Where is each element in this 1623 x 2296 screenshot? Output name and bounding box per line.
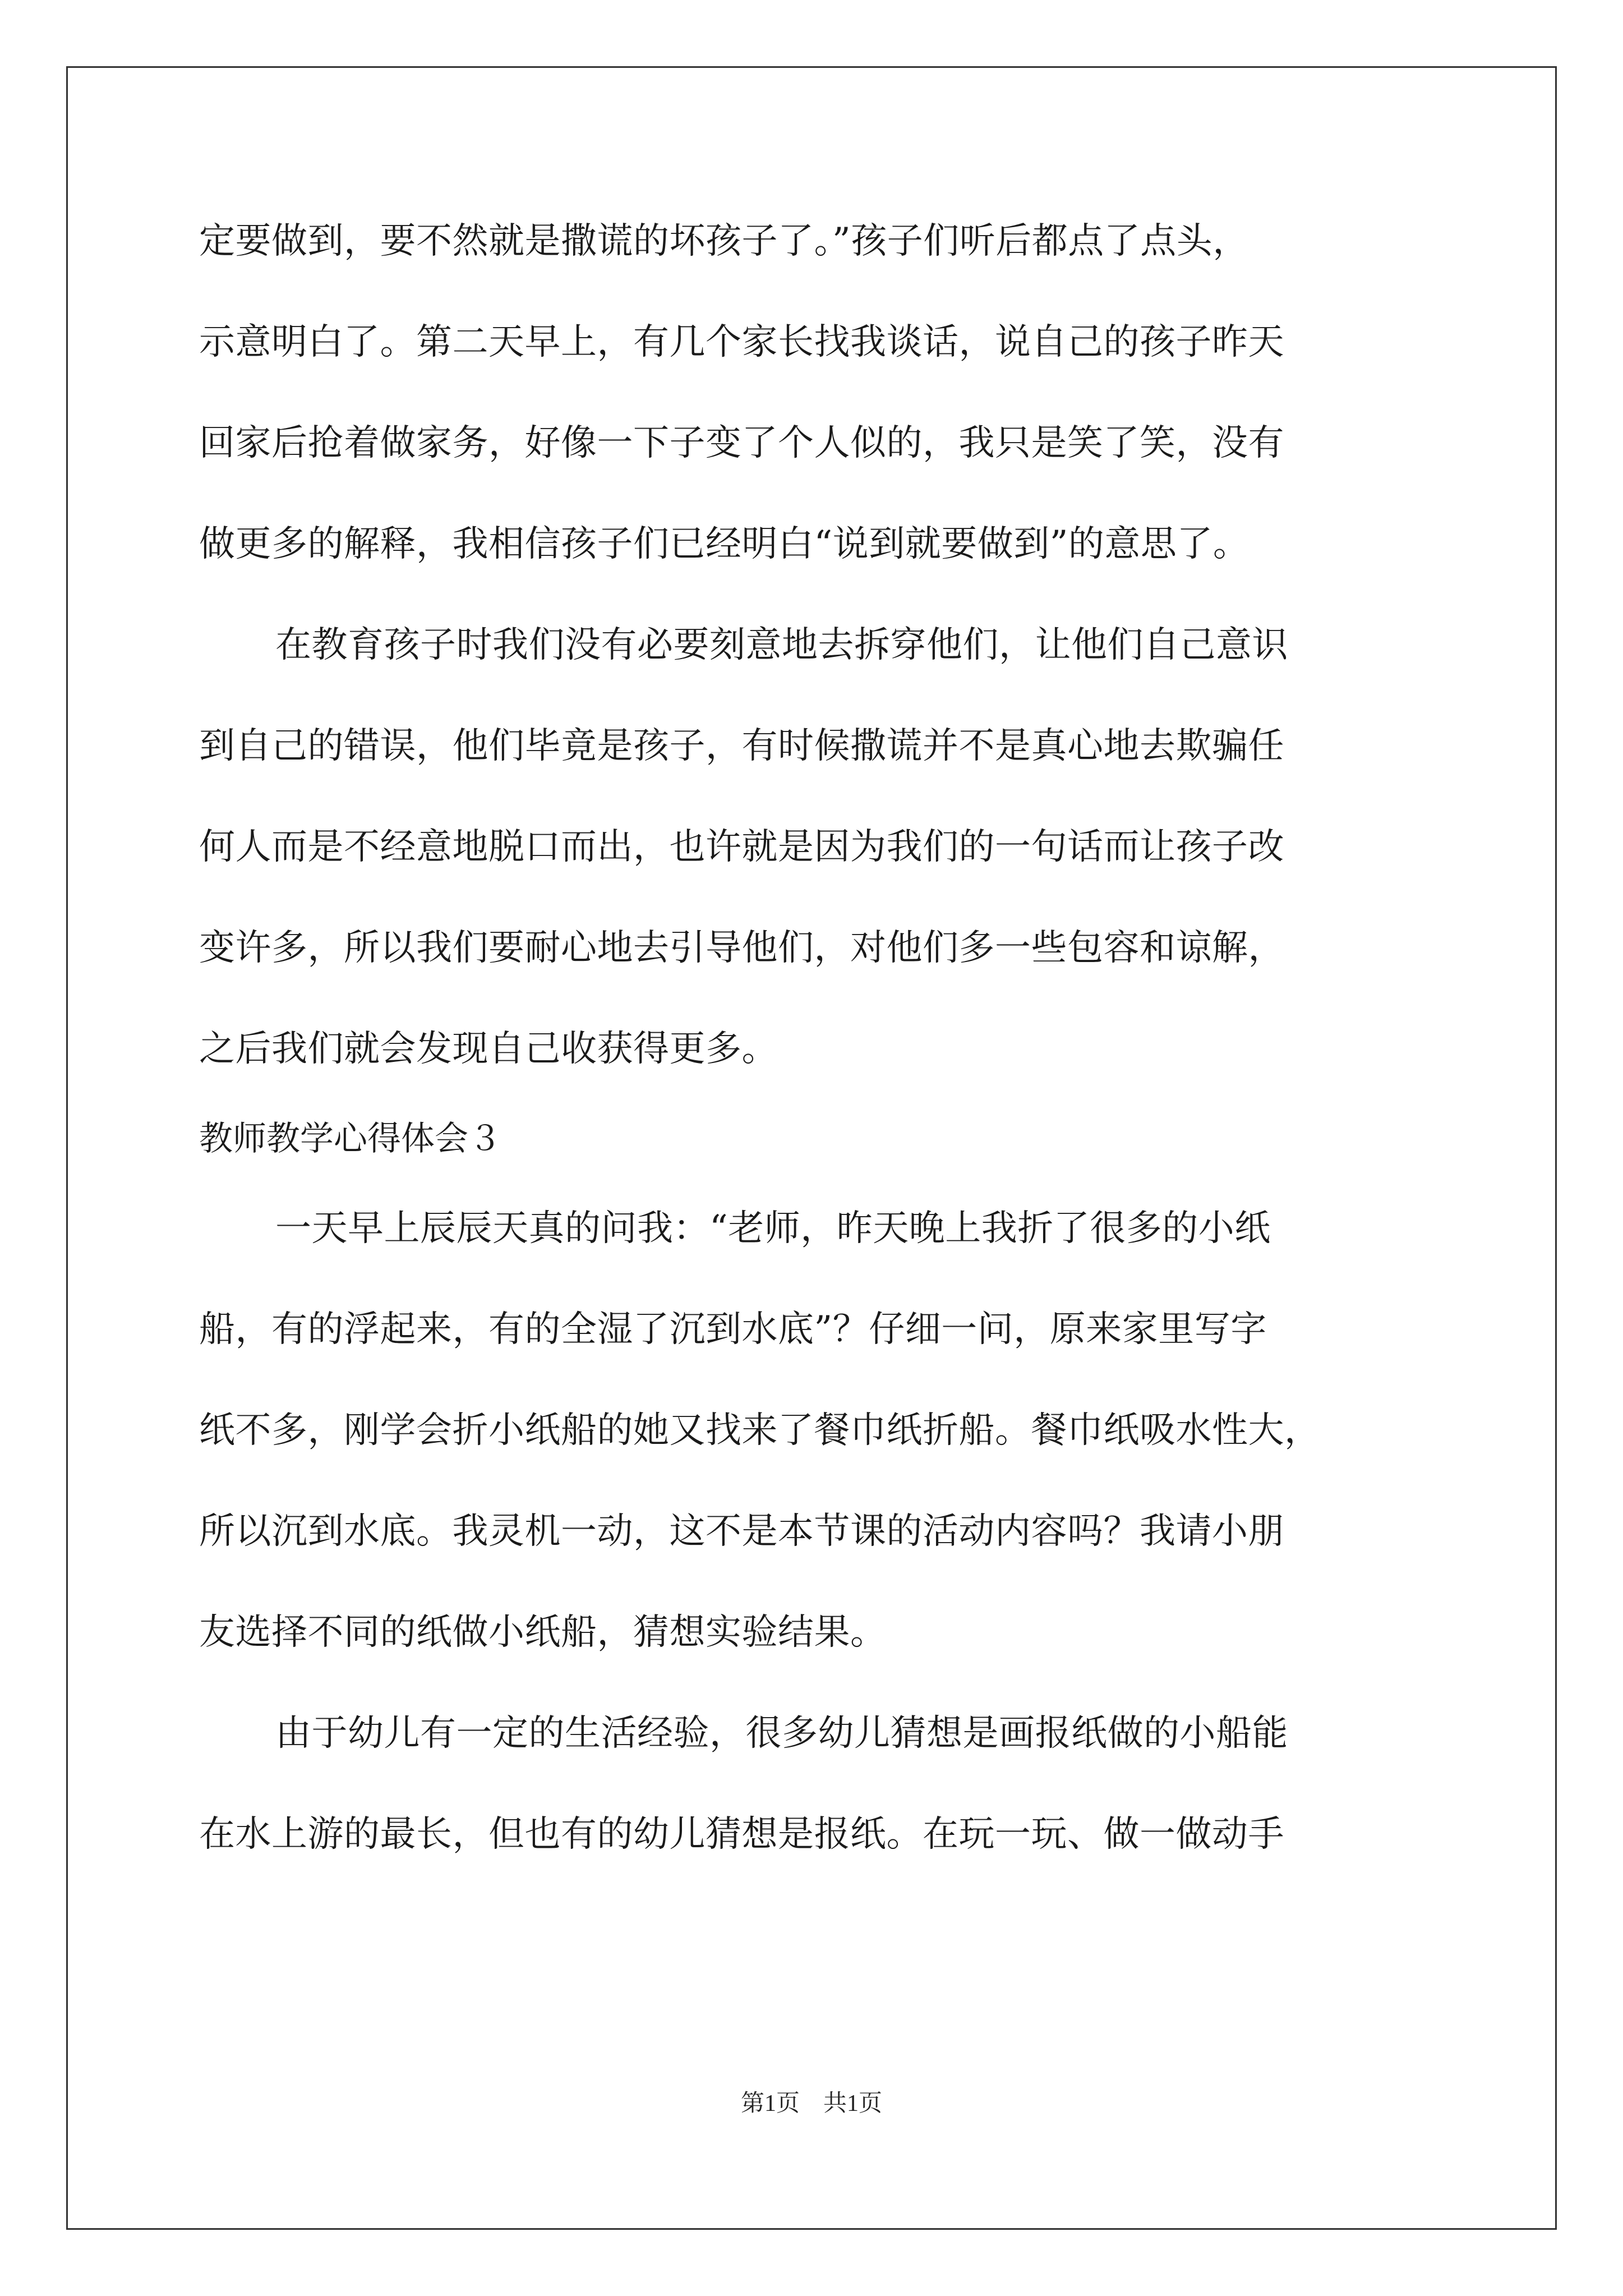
paragraph-line: 回家后抢着做家务，好像一下子变了个人似的，我只是笑了笑，没有 [199,422,1284,464]
paragraph-line: 示意明白了。第二天早上，有几个家长找我谈话，说自己的孩子昨天 [199,321,1284,363]
paragraph-line: 在水上游的最长，但也有的幼儿猜想是报纸。在玩一玩、做一做动手 [199,1814,1284,1855]
paragraph-2 [199,595,1469,1099]
paragraph-line: 何人而是不经意地脱口而出，也许就是因为我们的一句话而让孩子改 [199,826,1284,868]
paragraph-line: 纸不多，刚学会折小纸船的她又找来了餐巾纸折船。餐巾纸吸水性大， [199,1410,1321,1451]
paragraph-line: 由于幼儿有一定的生活经验，很多幼儿猜想是画报纸做的小船能 [275,1713,1288,1754]
paragraph-line: 在教育孩子时我们没有必要刻意地去拆穿他们，让他们自己意识 [275,624,1288,666]
paragraph-line: 做更多的解释，我相信孩子们已经明白“说到就要做到”的意思了。 [199,523,1249,565]
paragraph-line: 一天早上辰辰天真的问我：“老师，昨天晚上我折了很多的小纸 [275,1208,1271,1249]
page-number-footer: 第1页 共1页 [740,2091,882,2116]
paragraph-4 [199,1683,1469,1885]
paragraph-line: 变许多，所以我们要耐心地去引导他们，对他们多一些包容和谅解， [199,927,1284,969]
section-heading: 教师教学心得体会３ [199,1119,502,1158]
paragraph-line: 友选择不同的纸做小纸船，猜想实验结果。 [199,1612,887,1653]
paragraph-line: 到自己的错误，他们毕竟是孩子，有时候撒谎并不是真心地去欺骗任 [199,725,1284,767]
document-body [199,191,1469,1885]
paragraph-3 [199,1178,1469,1683]
paragraph-line: 所以沉到水底。我灵机一动，这不是本节课的活动内容吗？我请小朋 [199,1511,1284,1552]
paragraph-line: 船，有的浮起来，有的全湿了沉到水底”？仔细一问，原来家里写字 [199,1309,1267,1350]
paragraph-line: 之后我们就会发现自己收获得更多。 [199,1028,778,1070]
paragraph-1 [199,191,1469,595]
paragraph-line: 定要做到，要不然就是撒谎的坏孩子了。”孩子们听后都点了点头， [199,220,1249,262]
